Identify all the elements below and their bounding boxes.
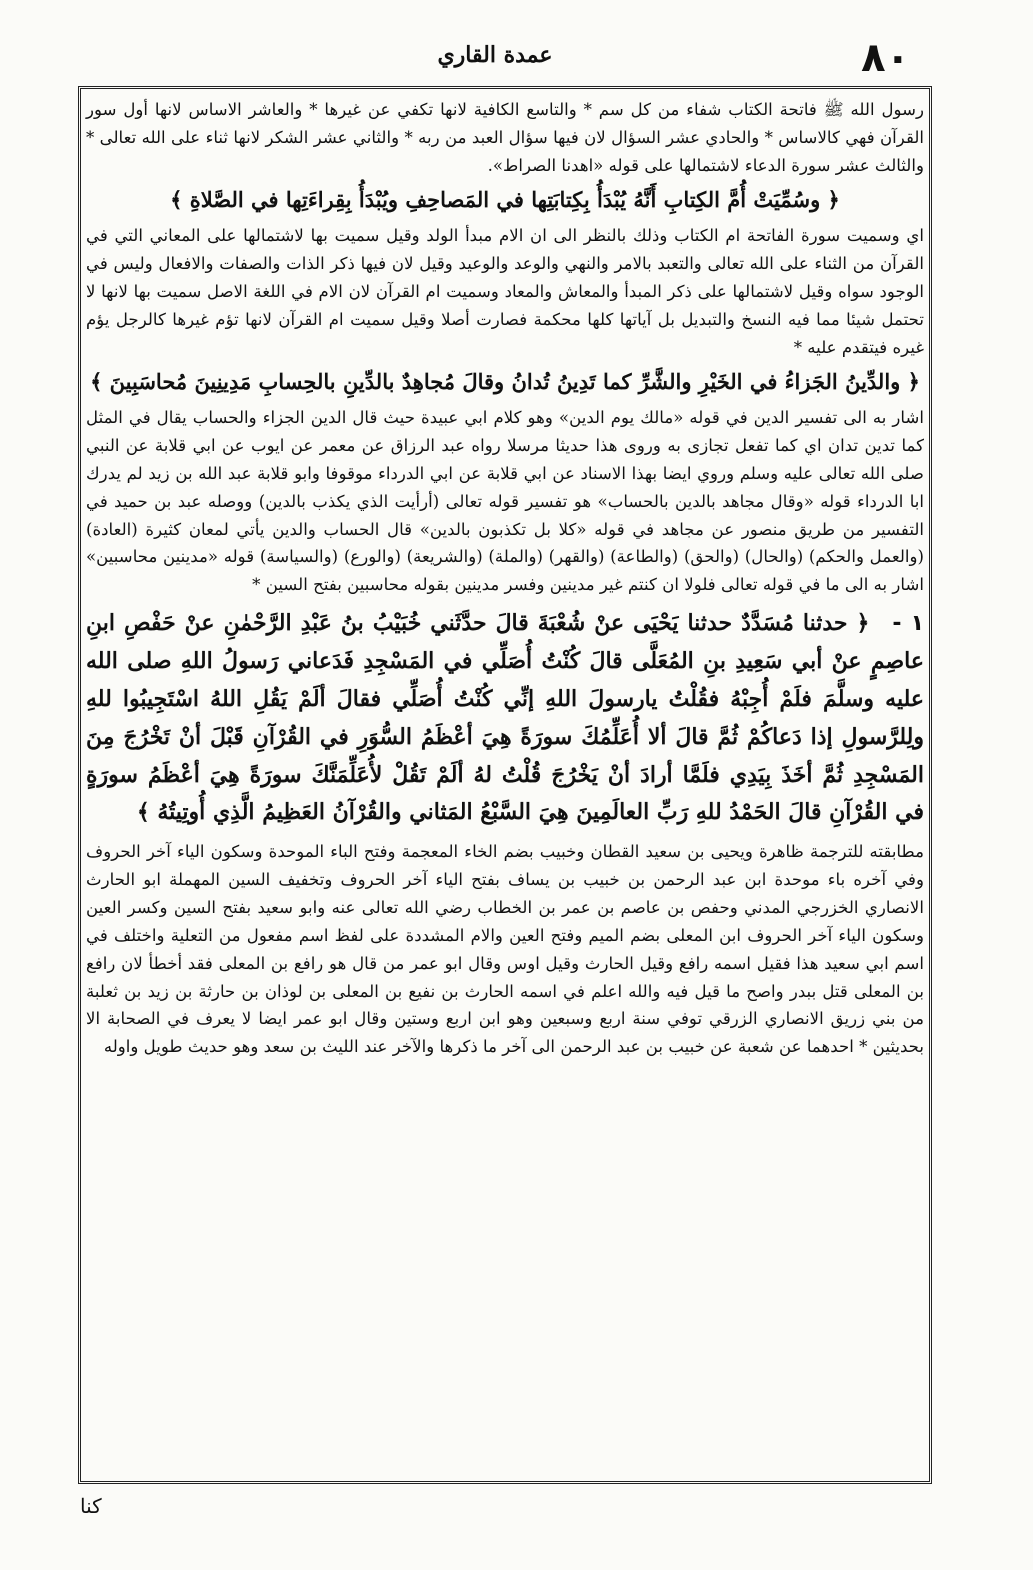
hadith-number: ١ - (892, 611, 924, 637)
hadith-body: ﴿ حدثنا مُسَدَّدٌ حدثنا يَحْيَى عنْ شُعْبَةَ قالَ حدَّثَني خُبَيْبُ بنُ عَبْدِ الرَّحْمٰنِ عنْ حَفْصِ ابنِ عاصِمٍ عنْ أبي سَعِيدِ بنِ المُعَلَّى قالَ كُنْتُ أُصَلِّي في المَسْجِدِ فَدَعاني رَسولُ اللهِ صلى الله عليه وسلَّمَ فلَمْ أُجِبْهُ فقُلْتُ يارسولَ اللهِ إنِّي كُنْتُ أُصَلِّي فقالَ ألَمْ يَقُلِ اللهُ اسْتَجِيبُوا للهِ ولِلرَّسولِ إذا دَعاكُمْ ثُمَّ قالَ ألا أُعَلِّمُكَ سورَةً هِيَ أعْظَمُ السُّوَرِ في القُرْآنِ قَبْلَ أنْ تَخْرُجَ مِنَ المَسْجِدِ ثُمَّ أخَذَ بِيَدِي فلَمَّا أرادَ أنْ يَخْرُجَ قُلْتُ لهُ ألَمْ تَقُلْ لأُعَلِّمَنَّكَ سورَةً هِيَ أعْظَمُ سورَةٍ في القُرْآنِ قالَ الحَمْدُ للهِ رَبِّ العالَمِينَ هِيَ السَّبْعُ المَثاني والقُرْآنُ العَظِيمُ الَّذِي أُوتِيتُهُ ﴾ (86, 610, 924, 826)
paragraph-commentary: مطابقته للترجمة ظاهرة ويحيى بن سعيد القطان وخبيب بضم الخاء المعجمة وفتح الباء الموحدة وسكون الياء آخر الحروف وفي آخره باء موحدة ابن عبد الرحمن بن خبيب بن يساف بفتح الياء آخر الحروف وتخفيف السين المهملة ابو الحارث الانصاري الخزرجي المدني وحفص بن عاصم بن عمر بن الخطاب رضي الله تعالى عنه وابو سعيد بفتح السين وكسر العين وسكون الياء آخر الحروف ابن المعلى بضم الميم وفتح العين والام المشددة على لفظ اسم مفعول من التعلية واختلف في اسم ابي سعيد هذا فقيل اسمه رافع وقيل الحارث وقيل اوس وقال ابو عمر من قال هو رافع بن المعلى فقد أخطأ لان رافع بن المعلى قتل ببدر واصح ما قيل فيه والله اعلم في اسمه الحارث بن نفيع بن المعلى بن لوذان بن حارثة بن زيد بن ثعلبة من بني زريق الانصاري الزرقي توفي سنة اربع وسبعين وهو ابن اربع وستين وقال ابو عمر ايضا لا يعرف في الصحابة الا بحديثين * احدهما عن شعبة عن خبيب بن عبد الرحمن الى آخر ما ذكرها والآخر عند الليث بن سعد وهو حديث طويل واوله (86, 842, 924, 1057)
page-number: ٨٠ (861, 35, 910, 81)
paragraph-commentary: اي وسميت سورة الفاتحة ام الكتاب وذلك بالنظر الى ان الام مبدأ الولد وقيل سميت بها لاشتمالها على المعاني التي في القرآن من الثناء على الله تعالى والتعبد بالامر والنهي والوعد والوعيد وقيل لان فيها ذكر الذات والصفات والافعال وليس في الوجود سواه وقيل لاشتمالها على ذكر المبدأ والمعاش والمعاد وسميت ام القرآن لان الام في اللغة الاصل سميت بها لانها لا تحتمل شيئا مما فيه النسخ والتبديل بل آياتها كلها محكمة فصارت أصلا وقيل سميت ام القرآن لانها تؤم غيرها كالرجل يؤم غيره فيتقدم عليه * (86, 226, 924, 357)
catchword: كنا (80, 1494, 102, 1518)
hadith-text (86, 605, 924, 832)
chapter-heading-umm-al-kitab: ﴿ وسُمِّيَتْ أُمَّ الكِتابِ أَنَّهُ يُبْدَأُ بِكِتابَتِها في المَصاحِفِ ويُبْدَأُ بِقِراءَتِها في الصَّلاةِ ﴾ (170, 186, 840, 212)
page-header (80, 36, 910, 80)
paragraph-commentary: اشار به الى تفسير الدين في قوله «مالك يوم الدين» وهو كلام ابي عبيدة حيث قال الدين الجزاء والحساب يقال في المثل كما تدين تدان اي كما تفعل تجازى به وروى هذا حديثا مرسلا رواه عبد الرزاق عن معمر عن ايوب عن ابي قلابة عن النبي صلى الله تعالى عليه وسلم وروي ايضا بهذا الاسناد عن ابي قلابة عن ابي الدرداء موقوفا وابو قلابة عبد الله بن زيد لم يدرك ابا الدرداء قوله «وقال مجاهد بالدين بالحساب» هو تفسير قوله تعالى (أرأيت الذي يكذب بالدين) ووصله عبد بن حميد في التفسير من طريق منصور عن مجاهد في قوله «كلا بل تكذبون بالدين» قال الحساب والدين يأتي لمعان كثيرة (العادة) (والعمل والحكم) (والحال) (والحق) (والطاعة) (والقهر) (والملة) (والشريعة) (والورع) (والسياسة) قوله «مدينين محاسبين» اشار به الى ما في قوله تعالى فلولا ان كنتم غير مدينين وفسر مدينين بقوله محاسبين بفتح السين * (86, 408, 924, 595)
running-title: عمدة القاري (437, 42, 553, 68)
main-text (86, 96, 924, 1065)
paragraph-intro: رسول الله ﷺ فاتحة الكتاب شفاء من كل سم * والتاسع الكافية لانها تكفي عن غيرها * والعاشر الاساس لانها أول سور القرآن فهي كالاساس * والحادي عشر السؤال لان فيها سؤال العبد من ربه * والثاني عشر الشكر لانها ثناء على الله تعالى * والثالث عشر سورة الدعاء لاشتمالها على قوله «اهدنا الصراط». (86, 100, 924, 175)
chapter-heading-al-din: ﴿ والدِّينُ الجَزاءُ في الخَيْرِ والشَّرِّ كما تَدِينُ تُدانُ وقالَ مُجاهِدٌ بالدِّينِ بالحِسابِ مَدِينِينَ مُحاسَبِينَ ﴾ (90, 368, 920, 394)
